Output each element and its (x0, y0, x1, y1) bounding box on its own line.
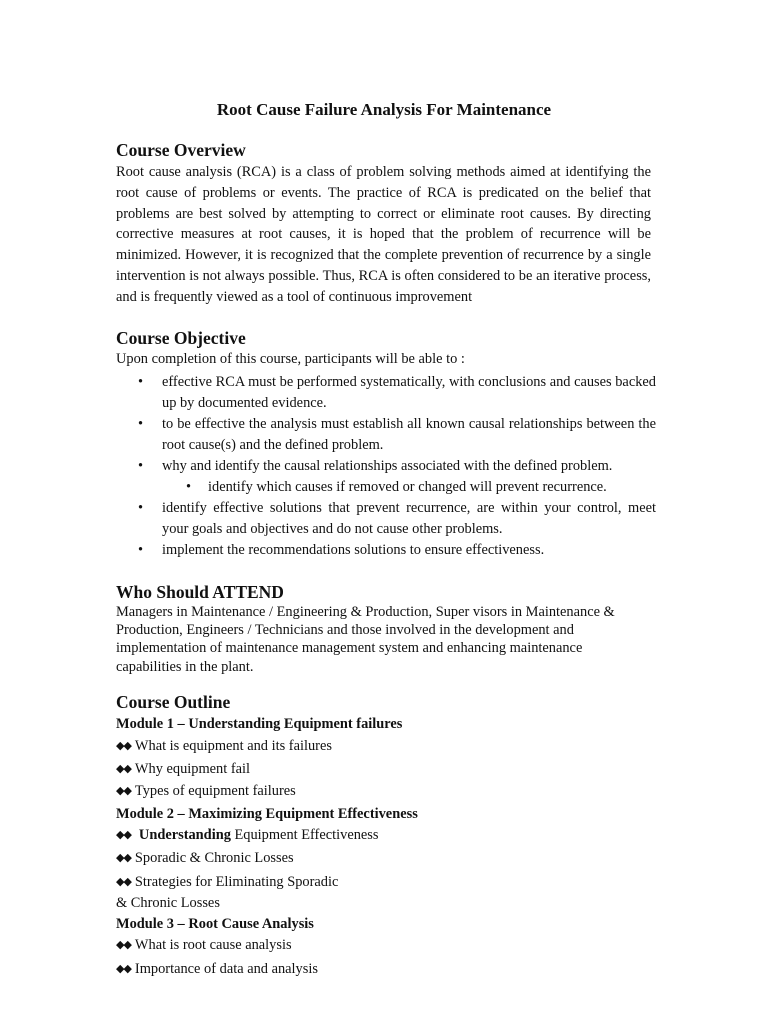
diamond-bullet-icon: ◆◆ (116, 852, 131, 864)
bullet-icon: • (138, 500, 144, 516)
module-1-title: Module 1 – Understanding Equipment failures (116, 716, 403, 732)
list-item: • identify effective solutions that prevent recurrence, are within your control, meet your goals and objectives and do not cause other problems. (138, 500, 656, 537)
bullet-icon: • (138, 542, 144, 558)
who-should-attend-heading: Who Should ATTEND (116, 582, 284, 602)
list-item: • effective RCA must be performed systematically, with conclusions and causes backed up by documented evidence. (138, 374, 656, 411)
bullet-icon: • (138, 416, 144, 432)
diamond-bullet-icon: ◆◆ (116, 963, 131, 975)
list-item: ◆◆ What is root cause analysis (116, 937, 292, 953)
list-item: • identify which causes if removed or changed will prevent recurrence. (116, 477, 656, 498)
bullet-icon: • (138, 458, 144, 474)
document-title: Root Cause Failure Analysis For Maintenance (216, 100, 552, 119)
list-item: ◆◆ Importance of data and analysis (116, 961, 318, 977)
module-3-title: Module 3 – Root Cause Analysis (116, 916, 314, 932)
diamond-bullet-icon: ◆◆ (116, 876, 131, 888)
list-item-continuation: & Chronic Losses (116, 895, 220, 911)
diamond-bullet-icon: ◆◆ (116, 829, 131, 841)
diamond-bullet-icon: ◆◆ (116, 740, 131, 752)
list-item: ◆◆ Why equipment fail (116, 761, 251, 777)
diamond-bullet-icon: ◆◆ (116, 939, 131, 951)
module-2-title: Module 2 – Maximizing Equipment Effectiveness (116, 806, 418, 822)
course-overview-text: Root cause analysis (RCA) is a class of problem solving methods aimed at identifying the root cause of problems or events. The practice of RCA is predicated on the belief that problems are best solved by attempting to correct or eliminate root causes. By directing corrective measures at root causes, it is hoped that the problem of recurrence will be minimized. However, it is recognized that the complete prevention of recurrence by a single intervention is not always possible. Thus, RCA is often considered to be an iterative process, and is frequently viewed as a tool of continuous improvement (116, 164, 651, 305)
list-item: ◆◆ Understanding Equipment Effectiveness (116, 827, 379, 843)
objective-bullet-list (116, 372, 656, 561)
course-objective-heading: Course Objective (116, 328, 246, 348)
who-should-attend-text: Managers in Maintenance / Engineering & Production, Super visors in Maintenance & Production, Engineers / Technicians and those involved in the development and implementation of maintenance management system and enhancing maintenance capabilities in the plant. (116, 604, 615, 675)
list-item: • to be effective the analysis must establish all known causal relationships between the root cause(s) and the defined problem. (138, 416, 656, 453)
list-item: ◆◆ Sporadic & Chronic Losses (116, 850, 294, 866)
bullet-icon: • (138, 374, 144, 390)
diamond-bullet-icon: ◆◆ (116, 763, 131, 775)
course-overview-heading: Course Overview (116, 140, 246, 160)
list-item: • why and identify the causal relationships associated with the defined problem. (116, 456, 656, 477)
list-item: ◆◆ Strategies for Eliminating Sporadic (116, 874, 339, 890)
list-item: • implement the recommendations solutions to ensure effectiveness. (116, 540, 656, 561)
diamond-bullet-icon: ◆◆ (116, 785, 131, 797)
bullet-icon: • (186, 479, 192, 495)
course-outline-heading: Course Outline (116, 692, 231, 712)
course-objective-intro: Upon completion of this course, participants will be able to : (116, 351, 465, 367)
list-item: ◆◆ What is equipment and its failures (116, 738, 332, 754)
list-item: ◆◆ Types of equipment failures (116, 783, 296, 799)
